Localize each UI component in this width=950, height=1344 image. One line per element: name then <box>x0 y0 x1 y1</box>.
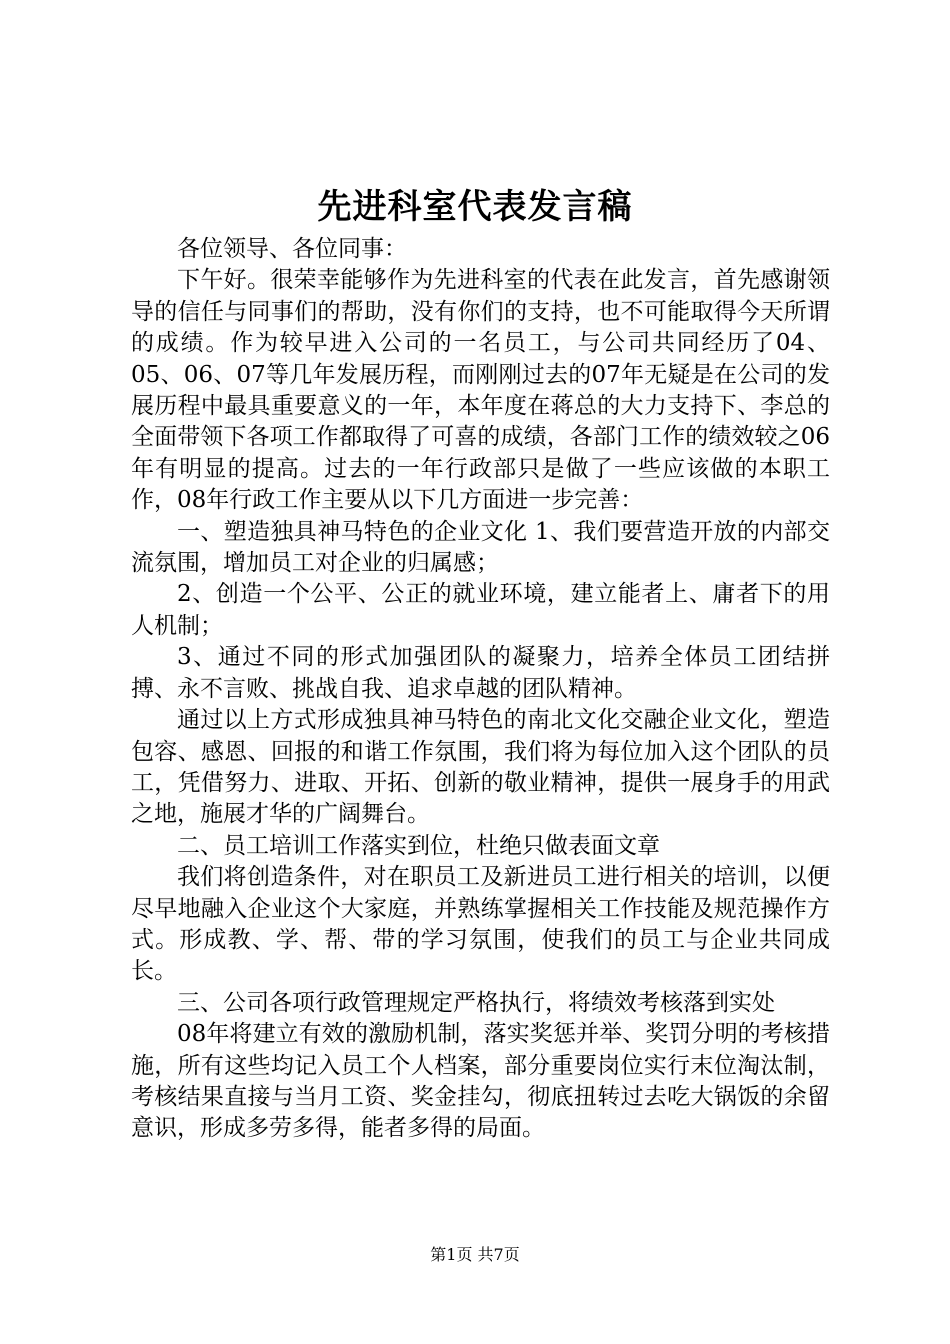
page-footer: 第1页 共7页 <box>430 1245 520 1264</box>
paragraph-culture-summary: 通过以上方式形成独具神马特色的南北文化交融企业文化，塑造包容、感恩、回报的和谐工作氛围，我们将为每位加入这个团队的员工，凭借努力、进取、开拓、创新的敬业精神，提供一展身手的用武之地，施展才华的广阔舞台。 <box>131 707 830 828</box>
document-body <box>131 234 830 1145</box>
paragraph-item-3: 3、通过不同的形式加强团队的凝聚力，培养全体员工团结拼搏、永不言败、挑战自我、追求卓越的团队精神。 <box>131 644 830 702</box>
paragraph-section-1: 一、塑造独具神马特色的企业文化 1、我们要营造开放的内部交流氛围，增加员工对企业的归属感； <box>131 518 830 577</box>
paragraph-item-2: 2、创造一个公平、公正的就业环境，建立能者上、庸者下的用人机制； <box>131 581 830 639</box>
paragraph-intro: 下午好。很荣幸能够作为先进科室的代表在此发言，首先感谢领导的信任与同事们的帮助，没有你们的支持，也不可能取得今天所谓的成绩。作为较早进入公司的一名员工，与公司共同经历了04、05、06、07等几年发展历程，而刚刚过去的07年无疑是在公司的发展历程中最具重要意义的一年，本年度在蒋总的大力支持下、李总的全面带领下各项工作都取得了可喜的成绩，各部门工作的绩效较之06年有明显的提高。过去的一年行政部只是做了一些应该做的本职工作，08年行政工作主要从以下几方面进一步完善： <box>131 267 830 514</box>
paragraph-section-3: 三、公司各项行政管理规定严格执行，将绩效考核落到实处 <box>177 989 775 1016</box>
document-title: 先进科室代表发言稿 <box>317 187 633 227</box>
paragraph-assessment: 08年将建立有效的激励机制，落实奖惩并举、奖罚分明的考核措施，所有这些均记入员工个人档案，部分重要岗位实行末位淘汰制，考核结果直接与当月工资、奖金挂勾，彻底扭转过去吃大锅饭的余留意识，形成多劳多得，能者多得的局面。 <box>131 1021 830 1142</box>
paragraph-section-2: 二、员工培训工作落实到位，杜绝只做表面文章 <box>177 832 660 859</box>
paragraph-greeting: 各位领导、各位同事： <box>177 236 407 262</box>
paragraph-training: 我们将创造条件，对在职员工及新进员工进行相关的培训，以便尽早地融入企业这个大家庭，并熟练掌握相关工作技能及规范操作方式。形成教、学、帮、带的学习氛围，使我们的员工与企业共同成长。 <box>131 864 830 985</box>
